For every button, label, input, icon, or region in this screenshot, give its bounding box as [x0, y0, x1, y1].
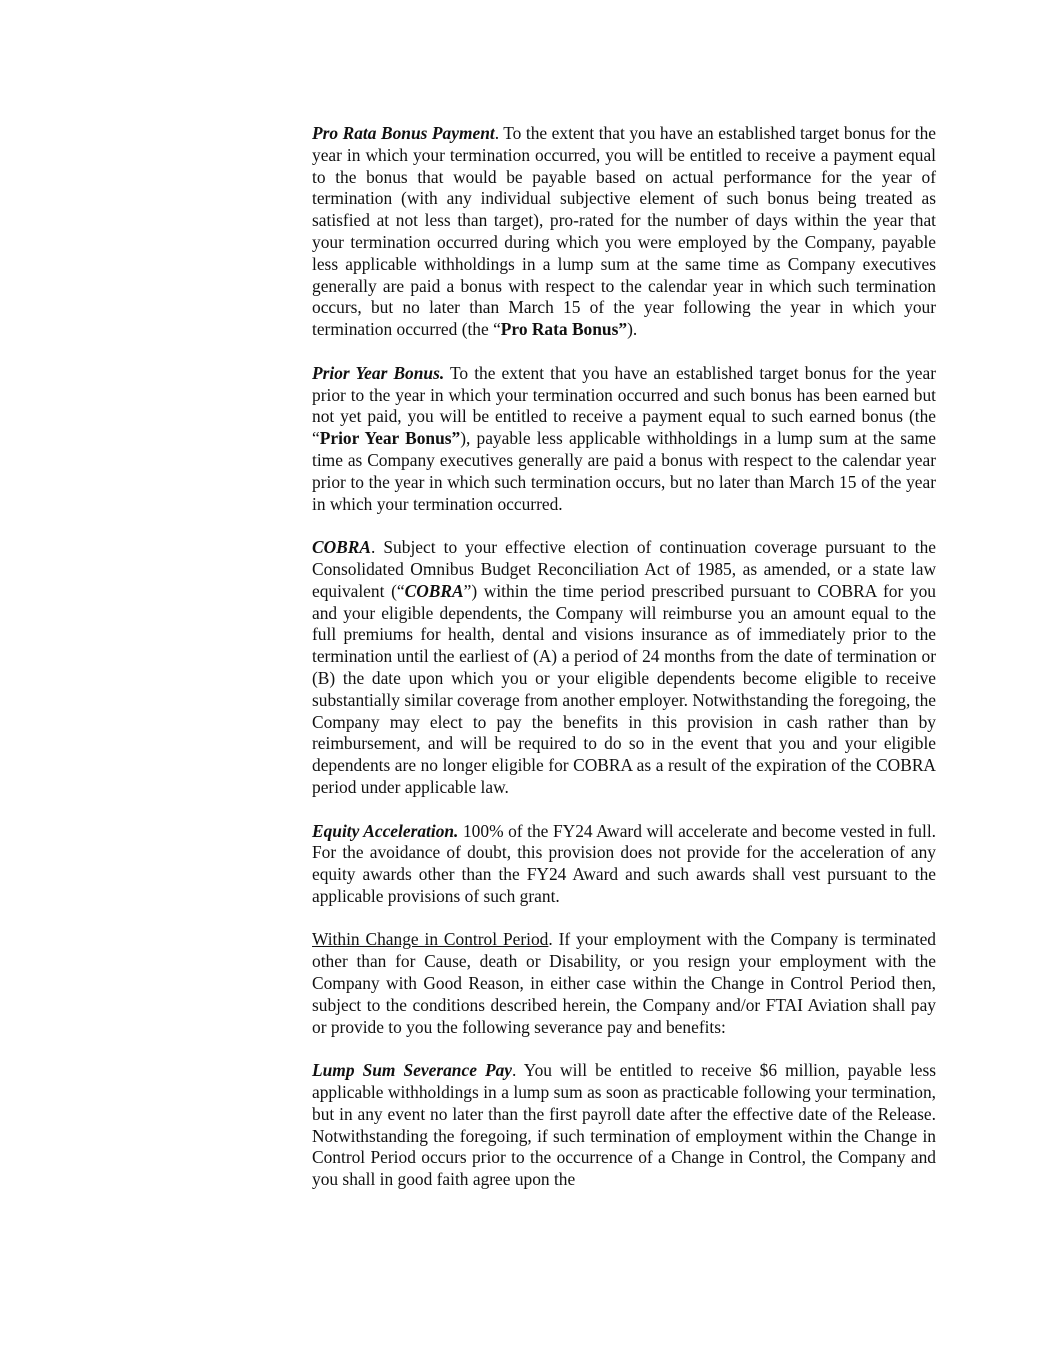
text-change-in-control: . If your employment with the Company is terminated other than for Cause, death or Disability, or you resign your employment with the Company with Good Reason, in either case within the Change in Control Period then, subject to the conditions described herein, the Company and/or FTAI Aviation shall pay or provide to you the following severance pay and benefits: — [312, 929, 936, 1037]
text-lump-sum-severance: . You will be entitled to receive $6 million, payable less applicable withholdings in a lump sum as soon as practicable following your termination, but in any event no later than the first payroll date after the effective date of the Release. Notwithstanding the foregoing, if such termination of employment within the Change in Control Period occurs prior to the occurrence of a Change in Control, the Company and you shall in good faith agree upon the — [312, 1060, 937, 1190]
heading-prior-year-bonus: Prior Year Bonus. — [312, 362, 445, 383]
text-prior-year-bonus-2: ), payable less applicable withholdings in a lump sum at the same time as Company executives generally are paid a bonus with respect to the calendar year prior to the year in which such termination occurs, but no later than March 15 of the year in which your termination occurred. — [312, 428, 936, 514]
heading-equity-acceleration: Equity Acceleration. — [312, 820, 459, 841]
text-pro-rata-bonus-2: ). — [627, 319, 638, 340]
defined-term-cobra: COBRA — [404, 580, 464, 601]
text-cobra-2: ”) within the time period prescribed pursuant to COBRA for you and your eligible dependents, the Company will reimburse you an amount equal to the full premiums for health, dental and visions insurance as of immediately prior to the termination until the earliest of (A) a period of 24 months from the date of termination or (B) the date upon which you or your eligible dependents become eligible to receive substantially similar coverage from another employer. Notwithstanding the foregoing, the Company may elect to pay the benefits in this provision in cash rather than by reimbursement, and will be required to do so in the event that you and your eligible dependents are no longer eligible for COBRA as a result of the expiration of the COBRA period under applicable law. — [312, 580, 936, 797]
heading-change-in-control: Within Change in Control Period — [312, 929, 549, 950]
paragraph-change-in-control — [312, 929, 936, 1038]
paragraph-lump-sum-severance — [312, 1060, 936, 1191]
paragraph-equity-acceleration — [312, 821, 936, 908]
heading-lump-sum-severance: Lump Sum Severance Pay — [312, 1060, 513, 1081]
document-body — [312, 123, 936, 1213]
paragraph-prior-year-bonus — [312, 363, 936, 516]
text-prior-year-bonus-1: To the extent that you have an established target bonus for the year prior to the year in which your termination occurred and such bonus has been earned but not yet paid, you will be entitled to receive a payment equal to such earned bonus (the “ — [312, 362, 936, 449]
paragraph-pro-rata-bonus — [312, 123, 936, 341]
heading-pro-rata-bonus: Pro Rata Bonus Payment — [312, 123, 495, 143]
defined-term-pro-rata-bonus: Pro Rata Bonus” — [500, 319, 628, 340]
heading-cobra: COBRA — [312, 537, 371, 558]
text-pro-rata-bonus-1: . To the extent that you have an established target bonus for the year in which your termination occurred, you will be entitled to receive a payment equal to the bonus that would be payable based on actual performance for the year of termination (with any individual subjective element of such bonus being treated as satisfied at not less than target), pro-rated for the number of days within the year that your termination occurred during which you were employed by the Company, payable less applicable withholdings in a lump sum at the same time as Company executives generally are paid a bonus with respect to the calendar year in which such termination occurs, but no later than March 15 of the year following the year in which your termination occurred (the “ — [312, 123, 936, 340]
text-cobra-1: . Subject to your effective election of continuation coverage pursuant to the Consolidated Omnibus Budget Reconciliation Act of 1985, as amended, or a state law equivalent (“ — [312, 537, 936, 601]
defined-term-prior-year-bonus: Prior Year Bonus” — [319, 428, 461, 449]
text-equity-acceleration: 100% of the FY24 Award will accelerate and become vested in full. For the avoidance of doubt, this provision does not provide for the acceleration of any equity awards other than the FY24 Award and such awards shall vest pursuant to the applicable provisions of such grant. — [312, 820, 937, 906]
paragraph-cobra — [312, 537, 936, 799]
